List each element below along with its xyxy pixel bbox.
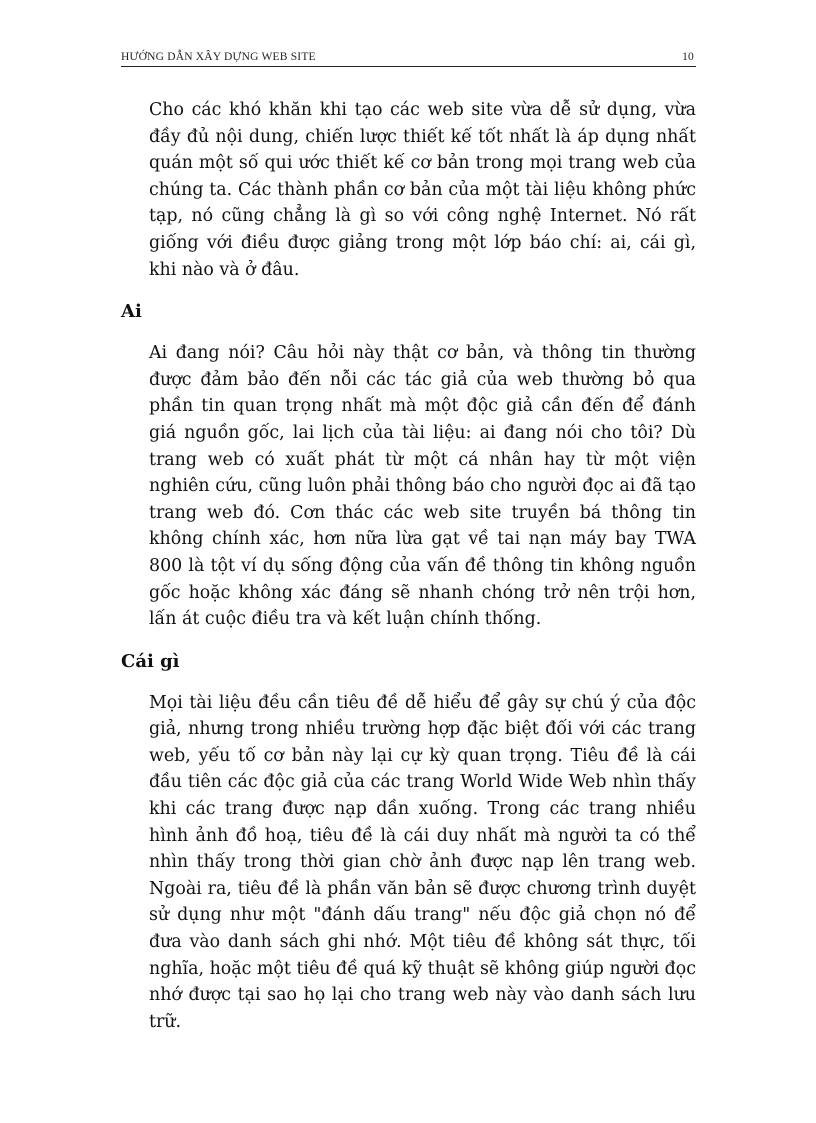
- section-paragraph-cai-gi: Mọi tài liệu đều cần tiêu đề dễ hiểu để gây sự chú ý của độc giả, nhưng trong nhiều trường hợp đặc biệt đối với các trang web, yếu tố cơ bản này lại cự kỳ quan trọng. Tiêu đề là cái đầu tiên các độc giả của các trang World Wide Web nhìn thấy khi các trang được nạp dần xuống. Trong các trang nhiều hình ảnh đồ hoạ, tiêu đề là cái duy nhất mà người ta có thể nhìn thấy trong thời gian chờ ảnh được nạp lên trang web. Ngoài ra, tiêu đề là phần văn bản sẽ được chương trình duyệt sử dụng như một "đánh dấu trang" nếu độc giả chọn nó để đưa vào danh sách ghi nhớ. Một tiêu đề không sát thực, tối nghĩa, hoặc một tiêu đề quá kỹ thuật sẽ không giúp người đọc nhớ được tại sao họ lại cho trang web này vào danh sách lưu trữ.: [149, 692, 696, 1032]
- intro-paragraph: Cho các khó khăn khi tạo các web site vừa dễ sử dụng, vừa đầy đủ nội dung, chiến lược thiết kế tốt nhất là áp dụng nhất quán một số qui ước thiết kế cơ bản trong mọi trang web của chúng ta. Các thành phần cơ bản của một tài liệu không phức tạp, nó cũng chẳng là gì so với công nghệ Internet. Nó rất giống với điều được giảng trong một lớp báo chí: ai, cái gì, khi nào và ở đâu.: [149, 100, 696, 280]
- page-number: 10: [682, 51, 694, 63]
- section-heading-ai: Ai: [121, 301, 142, 323]
- header-title: HƯỚNG DẪN XÂY DỰNG WEB SITE: [121, 51, 316, 63]
- page-body: [121, 97, 696, 1035]
- section-paragraph-ai: Ai đang nói? Câu hỏi này thật cơ bản, và thông tin thường được đảm bảo đến nỗi các tác giả của web thường bỏ qua phần tin quan trọng nhất mà một độc giả cần đến để đánh giá nguồn gốc, lai lịch của tài liệu: ai đang nói cho tôi? Dù trang web có xuất phát từ một cá nhân hay từ một viện nghiên cứu, cũng luôn phải thông báo cho người đọc ai đã tạo trang web đó. Cơn thác các web site truyền bá thông tin không chính xác, hơn nữa lừa gạt về tai nạn máy bay TWA 800 là tột ví dụ sống động của vấn đề thông tin không nguồn gốc hoặc không xác đáng sẽ nhanh chóng trở nên trội hơn, lấn át cuộc điều tra và kết luận chính thống.: [149, 343, 696, 630]
- running-header: [121, 50, 696, 67]
- section-heading-cai-gi: Cái gì: [121, 650, 180, 672]
